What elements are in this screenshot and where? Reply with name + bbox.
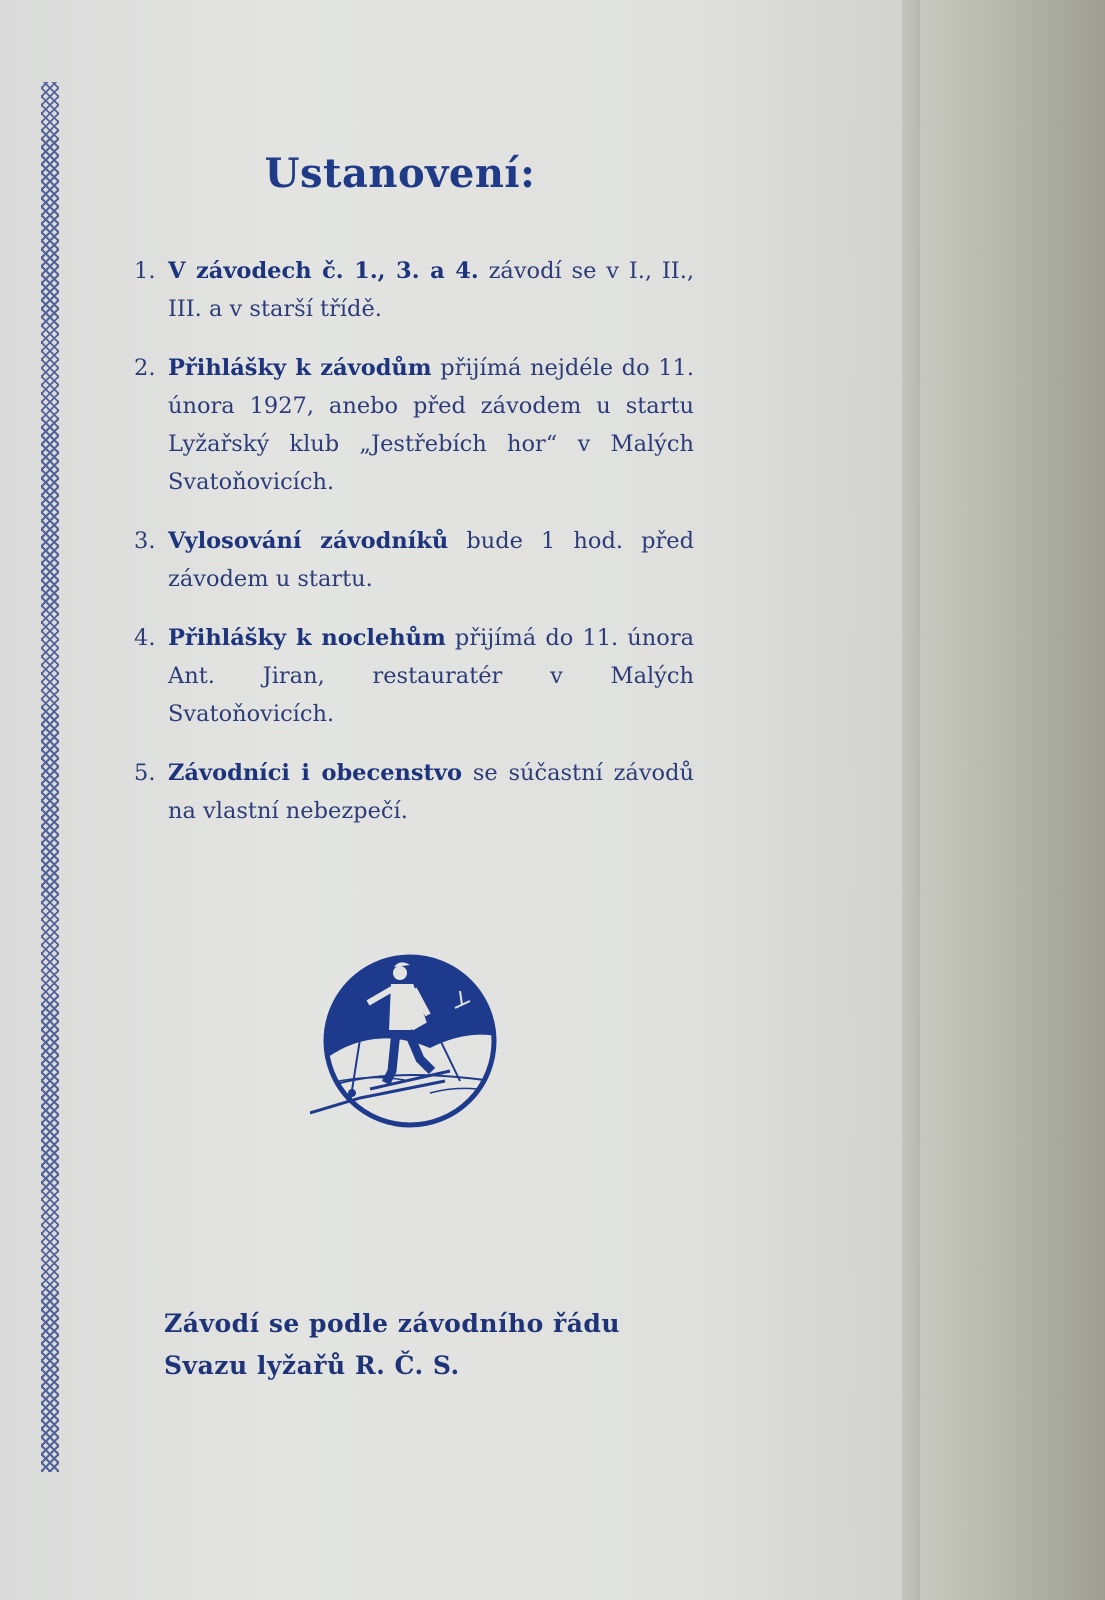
rule-number: 1. — [134, 258, 156, 284]
rule-text: závodí se v I., II., III. a v starší třídě. — [168, 258, 694, 322]
rule-body — [168, 522, 694, 598]
rule-item — [134, 754, 694, 830]
rule-number: 4. — [134, 625, 156, 651]
rule-body — [168, 619, 694, 733]
footer-line: Závodí se podle závodního řádu — [164, 1309, 621, 1338]
rule-heading: Přihlášky k závodům — [168, 355, 432, 381]
rule-text: bude 1 hod. před závodem u startu. — [168, 528, 694, 592]
page-edge — [902, 0, 920, 1600]
rules-list — [134, 252, 694, 851]
back-cover — [920, 0, 1105, 1600]
rule-text: přijímá nejdéle do 11. února 1927, anebo před závodem u startu Lyžařský klub „Jestřebích hor“ v Malých Svatoňovicích. — [168, 355, 694, 495]
rule-heading: Vylosování závodníků — [168, 528, 449, 554]
rule-number: 3. — [134, 528, 156, 554]
rule-body — [168, 349, 694, 501]
rule-body — [168, 252, 694, 328]
rule-item — [134, 619, 694, 733]
decorative-border — [41, 82, 59, 1472]
rule-text: se súčastní závodů na vlastní nebezpečí. — [168, 760, 694, 824]
rule-body — [168, 754, 694, 830]
rule-number: 2. — [134, 355, 156, 381]
rule-text: přijímá do 11. února Ant. Jiran, restauratér v Malých Svatoňovicích. — [168, 625, 694, 727]
rule-item — [134, 522, 694, 598]
rule-item — [134, 349, 694, 501]
footer-line: Svazu lyžařů R. Č. S. — [164, 1351, 460, 1380]
rule-heading: Přihlášky k noclehům — [168, 625, 446, 651]
page-title: Ustanovení: — [264, 150, 536, 197]
rule-heading: V závodech č. 1., 3. a 4. — [168, 258, 479, 284]
footer-note — [164, 1303, 724, 1387]
rule-item — [134, 252, 694, 328]
rule-number: 5. — [134, 760, 156, 786]
skier-emblem-icon — [310, 953, 505, 1133]
rule-heading: Závodníci i obecenstvo — [168, 760, 463, 786]
